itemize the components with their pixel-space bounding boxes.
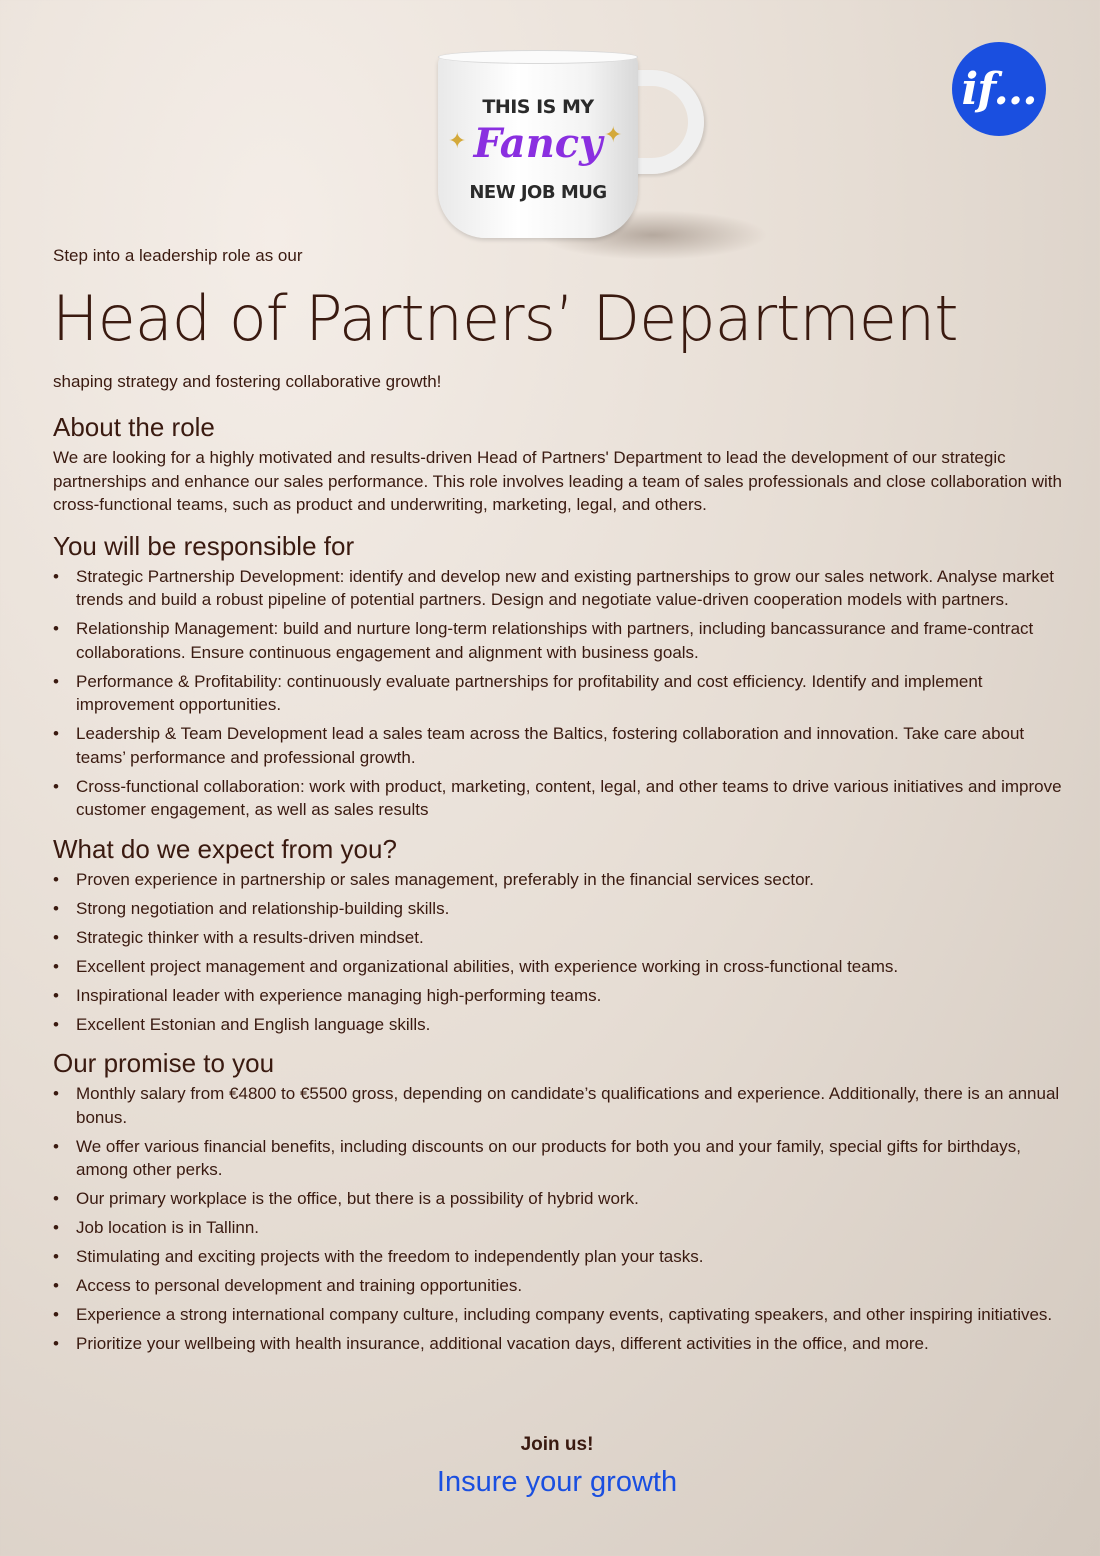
mug-image [438, 50, 768, 250]
list-item: • We offer various financial benefits, including discounts on our products for both you and your family, special gifts for birthdays, among other perks. [53, 1135, 1063, 1182]
job-content [53, 408, 1063, 1364]
list-item: • Strategic Partnership Development: identify and develop new and existing partnerships to grow our sales network. Analyse market trends and build a robust pipeline of potential partners. Design and negotiate value-driven cooperation models with partners. [53, 565, 1063, 612]
company-logo: if... [952, 42, 1046, 136]
list-item: • Excellent Estonian and English language skills. [53, 1013, 1063, 1037]
responsibilities-list [53, 565, 1063, 822]
expectations-heading: What do we expect from you? [53, 833, 397, 864]
mug-text-fancy: Fancy [473, 120, 603, 167]
tagline: Insure your growth [436, 1466, 678, 1498]
expectations-list [53, 868, 1063, 1037]
responsibilities-heading: You will be responsible for [53, 530, 355, 561]
sparkle-icon: ✦ [448, 128, 467, 153]
about-heading: About the role [53, 412, 215, 442]
list-item: • Inspirational leader with experience managing high-performing teams. [53, 984, 1063, 1008]
list-item: • Access to personal development and training opportunities. [53, 1274, 1063, 1298]
join-us-text: Join us! [520, 1434, 594, 1455]
intro-text: Step into a leadership role as our [53, 246, 303, 265]
list-item: • Relationship Management: build and nurture long-term relationships with partners, including bancassurance and frame-contract collaborations. Ensure continuous engagement and alignment with business goals. [53, 617, 1063, 664]
list-item: • Stimulating and exciting projects with the freedom to independently plan your tasks. [53, 1245, 1063, 1269]
page-title: Head of Partners’ Department [52, 282, 958, 355]
mug-rim [438, 50, 638, 64]
list-item: • Our primary workplace is the office, but there is a possibility of hybrid work. [53, 1187, 1063, 1211]
list-item: • Strong negotiation and relationship-building skills. [53, 897, 1063, 921]
list-item: • Proven experience in partnership or sales management, preferably in the financial services sector. [53, 868, 1063, 892]
expectations-section [53, 830, 1063, 1037]
list-item: • Leadership & Team Development lead a sales team across the Baltics, fostering collaboration and innovation. Take care about teams’ performance and professional growth. [53, 722, 1063, 769]
list-item: • Cross-functional collaboration: work with product, marketing, content, legal, and other teams to drive various initiatives and improve customer engagement, as well as sales results [53, 775, 1063, 822]
promise-list [53, 1082, 1063, 1356]
sparkle-icon: ✦ [604, 122, 623, 147]
mug-text-line1: THIS IS MY [482, 96, 594, 118]
responsibilities-section [53, 527, 1063, 822]
list-item: • Strategic thinker with a results-driven mindset. [53, 926, 1063, 950]
about-section [53, 408, 1063, 517]
about-text: We are looking for a highly motivated and results-driven Head of Partners' Department to lead the development of our strategic partnerships and enhance our sales performance. This role involves leading a team of sales professionals and close collaboration with cross-functional teams, such as product and underwriting, marketing, legal, and others. [53, 448, 1062, 514]
subtitle: shaping strategy and fostering collaborative growth! [53, 372, 442, 391]
list-item: • Experience a strong international company culture, including company events, captivating speakers, and other inspiring initiatives. [53, 1303, 1063, 1327]
list-item: • Prioritize your wellbeing with health insurance, additional vacation days, different activities in the office, and more. [53, 1332, 1063, 1356]
list-item: • Performance & Profitability: continuously evaluate partnerships for profitability and cost efficiency. Identify and implement improvement opportunities. [53, 670, 1063, 717]
list-item: • Job location is in Tallinn. [53, 1216, 1063, 1240]
list-item: • Excellent project management and organizational abilities, with experience working in cross-functional teams. [53, 955, 1063, 979]
list-item: • Monthly salary from €4800 to €5500 gross, depending on candidate’s qualifications and experience. Additionally, there is an annual bonus. [53, 1082, 1063, 1129]
promise-section [53, 1044, 1063, 1356]
mug-body [438, 54, 638, 238]
mug-text-line3: NEW JOB MUG [469, 182, 607, 203]
promise-heading: Our promise to you [53, 1048, 275, 1078]
